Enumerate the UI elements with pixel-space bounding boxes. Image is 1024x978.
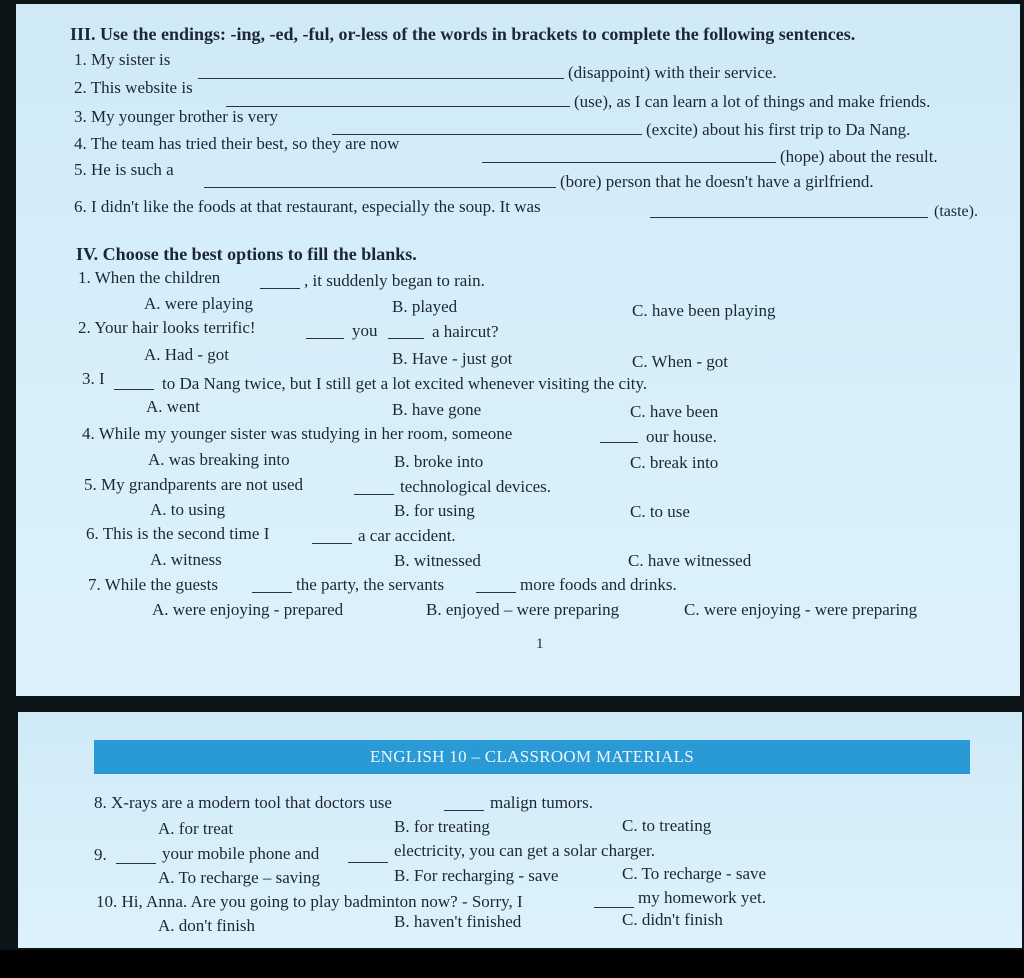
q9-stem-rest: electricity, you can get a solar charger. [394,841,656,860]
q5-stem-rest: technological devices. [400,477,552,496]
q3-option-b[interactable]: B. have gone [392,400,482,419]
s3-item-2-text: 2. This website is [74,78,193,97]
q8-option-c[interactable]: C. to treating [622,816,712,835]
q4-option-b[interactable]: B. broke into [394,452,484,471]
q4-option-c[interactable]: C. break into [630,453,719,472]
s3-item-2-hint: (use), as I can learn a lot of things and make friends. [574,92,931,111]
q10-option-a[interactable]: A. don't finish [158,916,256,935]
q9-option-c[interactable]: C. To recharge - save [622,864,767,883]
q7-blank-1[interactable] [252,592,292,593]
section-4-heading: IV. Choose the best options to fill the blanks. [76,244,417,264]
q1-stem-rest: , it suddenly began to rain. [304,271,485,290]
s3-item-4-blank[interactable] [482,162,776,163]
s3-item-4-hint: (hope) about the result. [780,147,938,166]
q7-stem-mid: the party, the servants [296,575,445,594]
photo-bottom-edge [0,950,1024,978]
s3-item-3-hint: (excite) about his first trip to Da Nang. [646,120,911,139]
q3-stem: 3. I [82,369,105,388]
s3-item-4-text: 4. The team has tried their best, so they are now [74,134,400,153]
q6-option-c[interactable]: C. have witnessed [628,551,752,570]
q1-option-a[interactable]: A. were playing [144,294,254,313]
q3-option-a[interactable]: A. went [146,397,200,416]
q1-blank[interactable] [260,288,300,289]
q10-blank[interactable] [594,907,634,908]
section-3-heading: III. Use the endings: -ing, -ed, -ful, or-less of the words in brackets to complete the following sentences. [70,24,856,44]
s3-item-5-text: 5. He is such a [74,160,174,179]
q10-option-b[interactable]: B. haven't finished [394,912,522,931]
q1-option-c[interactable]: C. have been playing [632,301,776,320]
q9-blank-1[interactable] [116,863,156,864]
q5-option-a[interactable]: A. to using [150,500,226,519]
s3-item-3-text: 3. My younger brother is very [74,107,278,126]
course-banner-title: ENGLISH 10 – CLASSROOM MATERIALS [369,747,695,766]
q10-option-c[interactable]: C. didn't finish [622,910,723,929]
q2-stem: 2. Your hair looks terrific! [78,318,256,337]
q2-option-a[interactable]: A. Had - got [144,345,229,364]
q7-option-b[interactable]: B. enjoyed – were preparing [426,600,620,619]
q4-option-a[interactable]: A. was breaking into [148,450,290,469]
q3-blank[interactable] [114,389,154,390]
q3-option-c[interactable]: C. have been [630,402,719,421]
q4-stem-rest: our house. [646,427,717,446]
q5-option-b[interactable]: B. for using [394,501,475,520]
s3-item-1-text: 1. My sister is [74,50,171,69]
page-number: 1 [536,636,544,652]
q2-option-b[interactable]: B. Have - just got [392,349,513,368]
q7-stem: 7. While the guests [88,575,218,594]
q8-option-a[interactable]: A. for treat [158,819,234,838]
q10-stem: 10. Hi, Anna. Are you going to play badminton now? - Sorry, I [96,892,523,911]
worksheet-page-2 [18,712,1022,948]
q6-option-a[interactable]: A. witness [150,550,222,569]
q5-option-c[interactable]: C. to use [630,502,690,521]
q8-blank[interactable] [444,810,484,811]
q9-stem: 9. [94,845,107,864]
q5-blank[interactable] [354,494,394,495]
course-banner [94,740,970,774]
q2-option-c[interactable]: C. When - got [632,352,729,371]
q9-blank-2[interactable] [348,862,388,863]
q6-blank[interactable] [312,543,352,544]
q3-stem-rest: to Da Nang twice, but I still get a lot excited whenever visiting the city. [162,374,648,393]
q6-option-b[interactable]: B. witnessed [394,551,481,570]
q10-stem-rest: my homework yet. [638,888,766,907]
s3-item-6-text: 6. I didn't like the foods at that restaurant, especially the soup. It was [74,197,541,216]
q1-stem: 1. When the children [78,268,221,287]
q7-option-a[interactable]: A. were enjoying - prepared [152,600,344,619]
s3-item-1-hint: (disappoint) with their service. [568,63,777,82]
q2-blank-2[interactable] [388,338,424,339]
worksheet-page-1 [16,4,1020,696]
q2-stem-mid: you [352,321,378,340]
q1-option-b[interactable]: B. played [392,297,458,316]
q2-blank-1[interactable] [306,338,344,339]
q2-stem-rest: a haircut? [432,322,499,341]
q4-stem: 4. While my younger sister was studying in her room, someone [82,424,513,443]
s3-item-1-blank[interactable] [198,78,564,79]
q7-stem-rest: more foods and drinks. [520,575,677,594]
q9-option-a[interactable]: A. To recharge – saving [158,868,320,887]
q9-stem-mid: your mobile phone and [162,844,320,863]
q7-option-c[interactable]: C. were enjoying - were preparing [684,600,918,619]
q6-stem: 6. This is the second time I [86,524,270,543]
q9-option-b[interactable]: B. For recharging - save [394,866,559,885]
q7-blank-2[interactable] [476,592,516,593]
q6-stem-rest: a car accident. [358,526,456,545]
q8-stem-rest: malign tumors. [490,793,593,812]
s3-item-6-blank[interactable] [650,217,928,218]
q8-option-b[interactable]: B. for treating [394,817,490,836]
s3-item-6-hint: (taste). [934,203,978,220]
q5-stem: 5. My grandparents are not used [84,475,304,494]
s3-item-5-blank[interactable] [204,187,556,188]
s3-item-5-hint: (bore) person that he doesn't have a girlfriend. [560,172,874,191]
q8-stem: 8. X-rays are a modern tool that doctors use [94,793,392,812]
q4-blank[interactable] [600,442,638,443]
